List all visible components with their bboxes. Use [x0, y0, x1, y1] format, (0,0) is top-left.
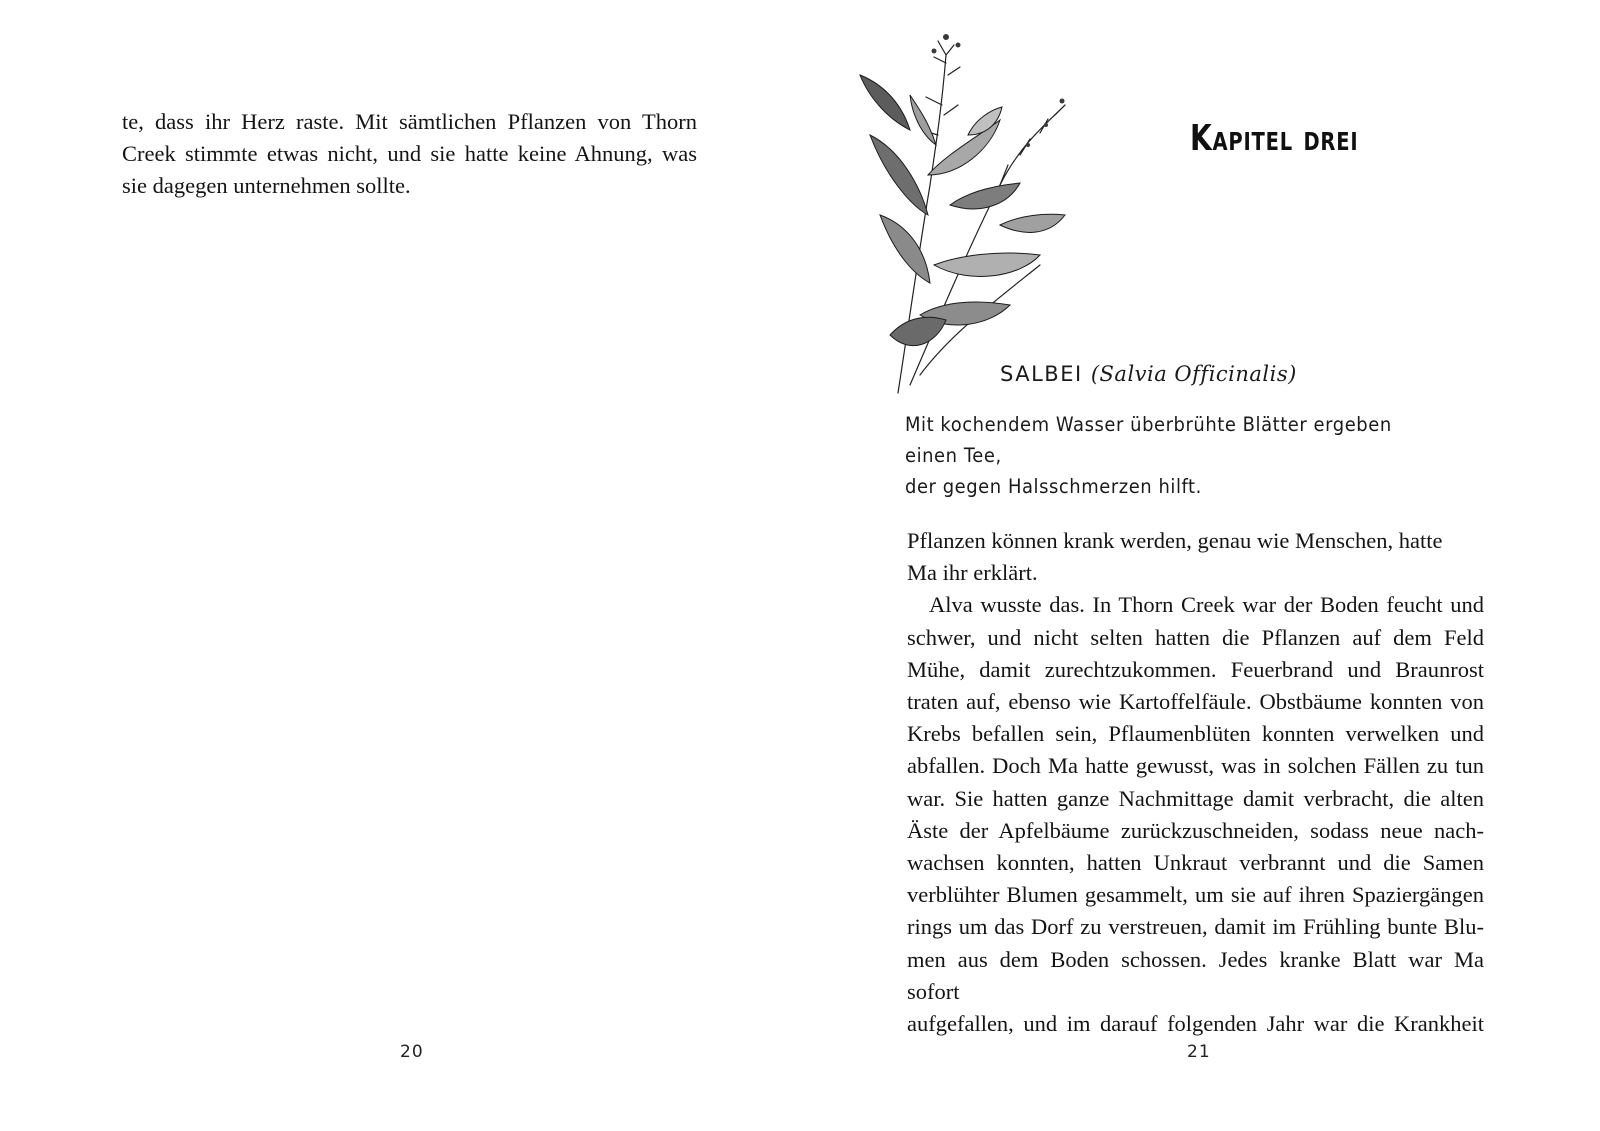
plant-name-heading	[1000, 362, 1297, 386]
text-line: Alva wusste das. In Thorn Creek war der Boden feucht und	[929, 592, 1484, 618]
text-line: Creek stimmte etwas nicht, und sie hatte keine Ahnung, was	[122, 141, 697, 167]
text-line: Mühe, damit zurechtzukommen. Feuerbrand und Braunrost	[907, 656, 1484, 682]
left-page-text	[122, 106, 697, 203]
sage-plant-illustration	[850, 15, 1090, 395]
plant-latin-name: (Salvia Officinalis)	[1090, 362, 1297, 386]
text-line: men aus dem Boden schossen. Jedes kranke Blatt war Ma sofort	[907, 946, 1484, 1004]
text-line: Äste der Apfelbäume zurückzuschneiden, sodass neue nach-	[907, 817, 1484, 843]
page-number-right: 21	[1187, 1042, 1211, 1062]
plant-name: SALBEI	[1000, 362, 1083, 386]
paragraph	[907, 525, 1484, 589]
text-line: abfallen. Doch Ma hatte gewusst, was in solchen Fällen zu tun	[907, 753, 1484, 779]
text-line: Ma ihr erklärt.	[907, 560, 1038, 586]
text-line: sie dagegen unternehmen sollte.	[122, 173, 411, 199]
plant-note	[905, 409, 1420, 502]
chapter-title: Kapitel drei	[1190, 118, 1359, 159]
text-line: te, dass ihr Herz raste. Mit sämtlichen Pflanzen von Thorn	[122, 109, 697, 134]
page-number-left: 20	[400, 1042, 424, 1062]
text-line: schwer, und nicht selten hatten die Pflanzen auf dem Feld	[907, 624, 1484, 650]
plant-note-line: der gegen Halsschmerzen hilft.	[905, 475, 1202, 498]
text-line: aufgefallen, und im darauf folgenden Jahr war die Krankheit	[907, 1011, 1484, 1037]
text-line: wachsen konnten, hatten Unkraut verbrannt und die Samen	[907, 850, 1484, 876]
plant-note-line: Mit kochendem Wasser überbrühte Blätter ergeben einen Tee,	[905, 413, 1392, 467]
text-line: rings um das Dorf zu verstreuen, damit im Frühling bunte Blu-	[907, 914, 1484, 940]
text-line: Krebs befallen sein, Pflaumenblüten konnten verwelken und	[907, 721, 1484, 747]
paragraph	[907, 589, 1484, 1040]
text-line: traten auf, ebenso wie Kartoffelfäule. Obstbäume konnten von	[907, 689, 1484, 715]
text-line: Pflanzen können krank werden, genau wie Menschen, hatte	[907, 528, 1443, 553]
text-line: verblühter Blumen gesammelt, um sie auf ihren Spaziergängen	[907, 882, 1484, 908]
right-page-text	[907, 525, 1484, 1040]
paragraph	[122, 106, 697, 203]
text-line: war. Sie hatten ganze Nachmittage damit verbracht, die alten	[907, 785, 1484, 811]
right-page	[800, 0, 1600, 1131]
